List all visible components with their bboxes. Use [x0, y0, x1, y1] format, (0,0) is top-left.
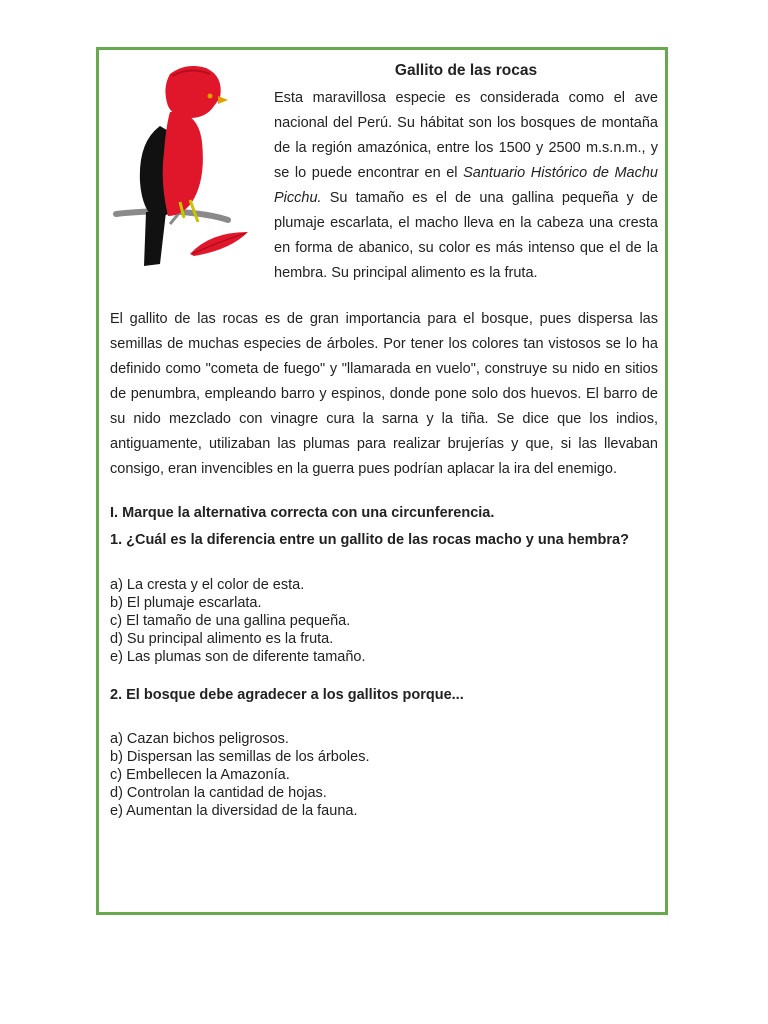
intro-paragraph: Esta maravillosa especie es considerada como el ave nacional del Perú. Su hábitat son los bosques de montaña de la región amazónica, entre los 1500 y 2500 m.s.n.m., y se lo puede encontrar en el Santuario Histórico de Machu Picchu. Su tamaño es el de una gallina pequeña y de plumaje escarlata, el macho lleva en la cabeza una cresta en forma de abanico, su color es más intenso que el de la hembra. Su principal alimento es la fruta.: [274, 90, 658, 281]
option-item[interactable]: a) La cresta y el color de esta.: [110, 577, 305, 593]
worksheet-content: [110, 60, 658, 820]
option-item[interactable]: e) Aumentan la diversidad de la fauna.: [110, 803, 358, 819]
option-item[interactable]: a) Cazan bichos peligrosos.: [110, 731, 289, 747]
question-1: 1. ¿Cuál es la diferencia entre un gallito de las rocas macho y una hembra?: [110, 532, 629, 548]
sanctuary-name: Santuario Histórico de Machu Picchu.: [274, 165, 658, 206]
question-2-options: [110, 730, 658, 820]
option-item[interactable]: e) Las plumas son de diferente tamaño.: [110, 649, 366, 665]
question-1-options: [110, 576, 658, 666]
instruction-heading: I. Marque la alternativa correcta con una circunferencia.: [110, 505, 495, 521]
question-2: 2. El bosque debe agradecer a los gallitos porque...: [110, 687, 464, 703]
importance-paragraph: El gallito de las rocas es de gran importancia para el bosque, pues dispersa las semillas de muchas especies de árboles. Por tener los colores tan vistosos se lo ha definido como "cometa de fuego" y "llamarada en vuelo", construye su nido en sitios de penumbra, empleando barro y espinos, donde pone solo dos huevos. El barro de su nido mezclado con vinagre cura la sarna y la tiña. Se dice que los indios, antiguamente, utilizaban las plumas para realizar brujerías y que, si las llevaban consigo, eran invencibles en la guerra pues podrían aplacar la ira del enemigo.: [110, 311, 658, 477]
option-item[interactable]: d) Su principal alimento es la fruta.: [110, 631, 334, 647]
option-item[interactable]: b) El plumaje escarlata.: [110, 595, 262, 611]
worksheet-title: Gallito de las rocas: [394, 62, 538, 79]
option-item[interactable]: b) Dispersan las semillas de los árboles.: [110, 749, 370, 765]
option-item[interactable]: d) Controlan la cantidad de hojas.: [110, 785, 327, 801]
cock-of-the-rock-icon: [110, 62, 266, 278]
option-item[interactable]: c) El tamaño de una gallina pequeña.: [110, 613, 351, 629]
option-item[interactable]: c) Embellecen la Amazonía.: [110, 767, 290, 783]
